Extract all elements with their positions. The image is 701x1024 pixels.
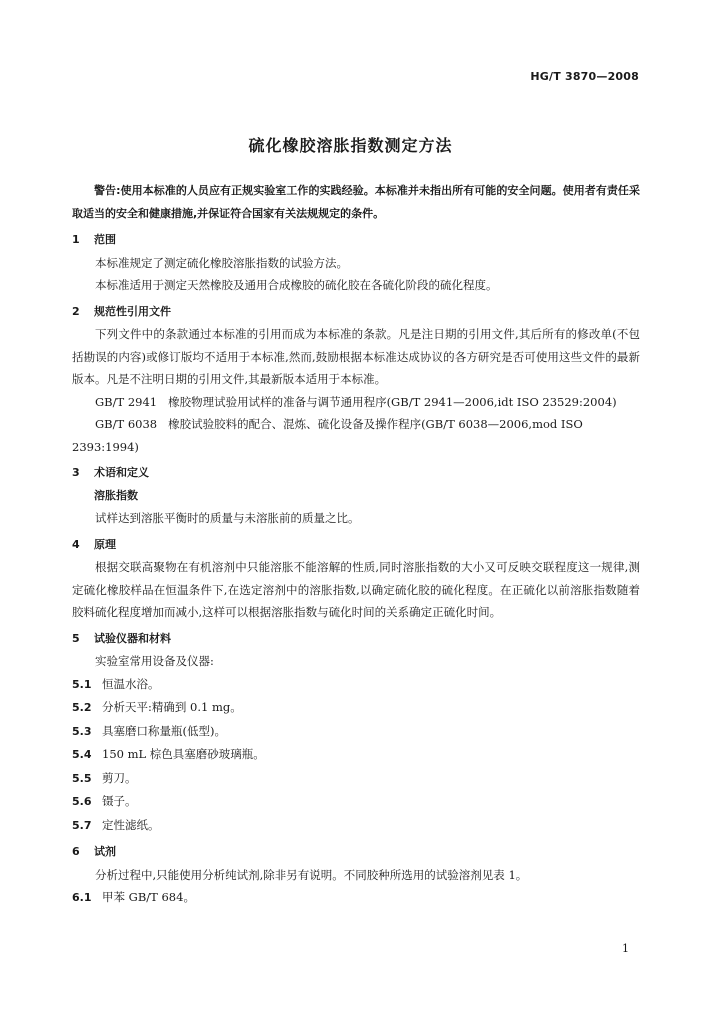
list-item xyxy=(72,673,640,697)
section-title: 原理 xyxy=(94,537,116,551)
document-body xyxy=(72,180,640,910)
list-item xyxy=(72,814,640,838)
item-number: 5.4 xyxy=(72,748,92,761)
section-6-heading xyxy=(72,841,640,864)
item-number: 5.5 xyxy=(72,771,92,785)
item-number: 5.3 xyxy=(72,724,92,738)
item-number: 5.6 xyxy=(72,795,92,808)
section-number: 4 xyxy=(72,537,80,551)
list-item xyxy=(72,767,640,791)
list-item xyxy=(72,886,640,910)
references-intro: 下列文件中的条款通过本标准的引用而成为本标准的条款。凡是注日期的引用文件,其后所有的修改单(不包括勘误的内容)或修订版均不适用于本标准,然而,鼓励根据本标准达成协议的各方研究是否可使用这些文件的最新版本。凡是不注明日期的引用文件,其最新版本适用于本标准。 xyxy=(72,327,640,386)
term-definition: 试样达到溶胀平衡时的质量与未溶胀前的质量之比。 xyxy=(95,511,360,525)
page-number: 1 xyxy=(622,942,629,955)
section-number: 5 xyxy=(72,631,80,645)
item-text: 150 mL 棕色具塞磨砂玻璃瓶。 xyxy=(102,747,265,761)
list-item xyxy=(72,696,640,720)
reference-text: 橡胶物理试验用试样的准备与调节通用程序(GB/T 2941—2006,idt ISO 23529:2004) xyxy=(168,394,617,409)
reference-code: GB/T 2941 xyxy=(95,394,158,409)
list-item xyxy=(72,790,640,814)
reference-item xyxy=(72,413,640,458)
section-title: 术语和定义 xyxy=(94,466,149,479)
item-text: 具塞磨口称量瓶(低型)。 xyxy=(102,723,226,738)
section-title: 试剂 xyxy=(94,845,116,858)
section-title: 试验仪器和材料 xyxy=(94,631,171,645)
principle-paragraph: 根据交联高聚物在有机溶剂中只能溶胀不能溶解的性质,同时溶胀指数的大小又可反映交联程度这一规律,测定硫化橡胶样品在恒温条件下,在选定溶剂中的溶胀指数,以确定硫化胶的硫化程度。在正硫化以前溶胀指数随着胶料硫化程度增加而减小,这样可以根据溶胀指数与硫化时间的关系确定正硫化时间。 xyxy=(72,560,640,619)
section-number: 2 xyxy=(72,304,80,318)
reference-item xyxy=(72,391,640,414)
scope-paragraph-1: 本标准规定了测定硫化橡胶溶胀指数的试验方法。 xyxy=(95,255,348,270)
section-5-heading xyxy=(72,628,640,651)
item-number: 5.1 xyxy=(72,677,92,691)
reagents-paragraph: 分析过程中,只能使用分析纯试剂,除非另有说明。不同胶种所选用的试验溶剂见表 1。 xyxy=(95,867,528,882)
item-text: 恒温水浴。 xyxy=(102,676,160,691)
item-text: 甲苯 GB/T 684。 xyxy=(102,890,195,904)
section-2-heading xyxy=(72,301,640,324)
item-number: 5.7 xyxy=(72,818,92,832)
section-1-heading xyxy=(72,229,640,252)
section-title: 规范性引用文件 xyxy=(94,304,171,318)
item-number: 6.1 xyxy=(72,891,92,904)
scope-paragraph-2: 本标准适用于测定天然橡胶及通用合成橡胶的硫化胶在各硫化阶段的硫化程度。 xyxy=(95,278,498,292)
warning-paragraph: 警告:使用本标准的人员应有正规实验室工作的实践经验。本标准并未指出所有可能的安全问题。使用者有责任采取适当的安全和健康措施,并保证符合国家有关法规规定的条件。 xyxy=(72,184,640,220)
section-number: 6 xyxy=(72,845,80,858)
item-text: 分析天平:精确到 0.1 mg。 xyxy=(102,700,242,714)
item-text: 定性滤纸。 xyxy=(102,817,160,832)
reference-code: GB/T 6038 xyxy=(95,417,158,431)
section-number: 3 xyxy=(72,466,80,479)
standard-number: HG/T 3870—2008 xyxy=(530,70,639,83)
section-4-heading xyxy=(72,534,640,557)
item-number: 5.2 xyxy=(72,701,92,714)
item-text: 剪刀。 xyxy=(102,770,137,785)
list-item xyxy=(72,743,640,767)
item-text: 镊子。 xyxy=(102,794,137,808)
term-name: 溶胀指数 xyxy=(94,488,138,502)
section-title: 范围 xyxy=(94,233,116,246)
equipment-intro: 实验室常用设备及仪器: xyxy=(95,654,214,668)
document-title: 硫化橡胶溶胀指数测定方法 xyxy=(248,136,453,155)
reference-text: 橡胶试验胶料的配合、混炼、硫化设备及操作程序(GB/T 6038—2006,mod ISO 2393:1994) xyxy=(72,417,583,454)
list-item xyxy=(72,720,640,744)
section-number: 1 xyxy=(72,233,80,246)
section-3-heading xyxy=(72,462,640,485)
